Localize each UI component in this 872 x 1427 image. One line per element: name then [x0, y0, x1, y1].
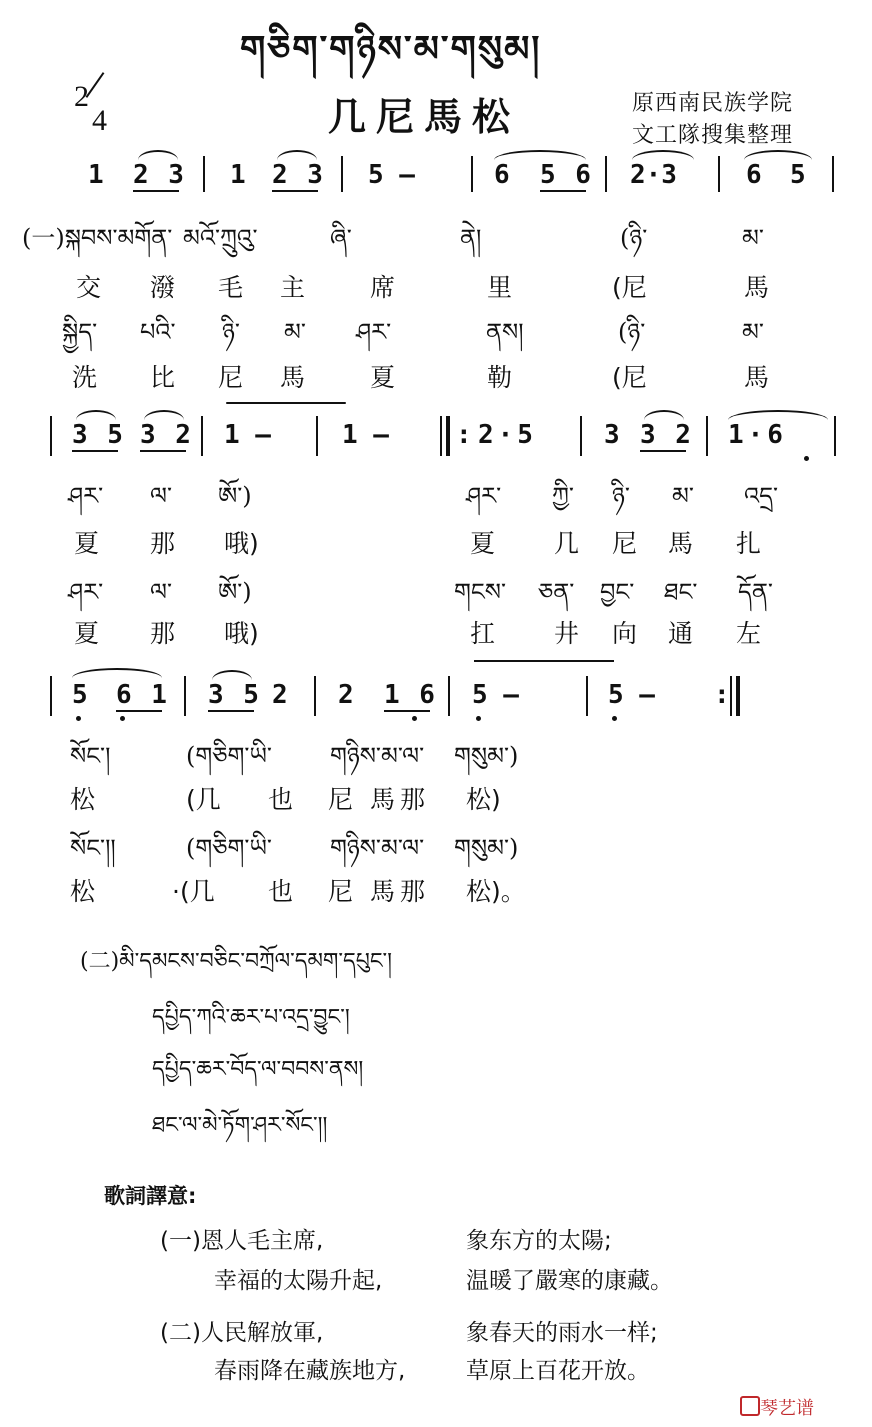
note: 2 [338, 680, 354, 710]
lyric-chinese: 松 [70, 877, 96, 906]
repeat-dots: : [456, 420, 472, 450]
beam [133, 190, 179, 192]
note: 3 2 [140, 420, 193, 450]
note: 1 [230, 160, 246, 190]
beam [140, 450, 186, 452]
lyric-tibetan: (ཉི་ [618, 318, 646, 346]
lyric-chinese: 比 [150, 363, 176, 392]
lyric-chinese: 松 [70, 785, 96, 814]
note: 5 6 [540, 160, 593, 190]
note: 5 — [608, 680, 655, 710]
translation-line: 象春天的雨水一样; [466, 1320, 658, 1346]
lyric-chinese: 也 [268, 785, 294, 814]
lyric-chinese: 松)。 [466, 877, 526, 906]
lyric-chinese: (尼 [612, 363, 647, 392]
barline [834, 416, 836, 456]
lyric-tibetan: ཉི་ [222, 318, 240, 346]
lyric-chinese: 夏 [74, 529, 100, 558]
lyric-chinese: 里 [487, 273, 513, 302]
lyric-tibetan: ལ་ [150, 578, 172, 606]
note: 3 [604, 420, 620, 450]
note: 2 3 [272, 160, 325, 190]
barline [201, 416, 203, 456]
barline [471, 156, 473, 192]
lyric-chinese: 馬 [668, 529, 694, 558]
beam [384, 710, 430, 712]
repeat-barline [446, 416, 450, 456]
barline [580, 416, 582, 456]
note: 2·5 [478, 420, 537, 450]
lyric-tibetan: ནས། [486, 318, 524, 346]
beam [116, 710, 162, 712]
lyric-chinese: 尼 [612, 529, 638, 558]
lyric-chinese: 夏 [470, 529, 496, 558]
barline [730, 676, 732, 716]
octave-dot [804, 456, 809, 461]
verse2-line: (二)མི་དམངས་བཅིང་བཀྲོལ་དམག་དཔུང་། [80, 949, 393, 974]
note: 1 6 [384, 680, 437, 710]
lyric-chinese: 松) [466, 785, 501, 814]
lyric-tibetan: དོན་ [738, 578, 773, 606]
lyric-chinese: 扎 [736, 529, 762, 558]
slur [144, 410, 184, 420]
translation-line: 温暖了嚴寒的康藏。 [466, 1268, 673, 1294]
slur [744, 150, 812, 160]
lyric-tibetan: གསུམ་) [454, 834, 519, 862]
translation-line: (一)恩人毛主席, [160, 1228, 324, 1254]
slur [76, 410, 116, 420]
watermark-logo-icon [740, 1396, 760, 1416]
note: 2·3 [630, 160, 677, 190]
lyric-tibetan: ཤར་ [68, 578, 104, 606]
lyric-chinese: 哦) [224, 619, 259, 648]
lyric-tibetan: མ་ [742, 318, 764, 346]
lyric-chinese: 通 [668, 619, 694, 648]
lyric-chinese: 洗 [72, 363, 98, 392]
lyric-tibetan: ཤར་ [466, 482, 502, 510]
lyric-tibetan: གངས་ [454, 578, 506, 606]
beam [72, 450, 118, 452]
lyric-chinese: 也 [268, 877, 294, 906]
beam [208, 710, 254, 712]
lyric-chinese: 那 [400, 877, 426, 906]
lyric-chinese: 馬 [744, 363, 770, 392]
barline [448, 676, 450, 716]
lyric-tibetan: གཉིས་མ་ལ་ [330, 834, 425, 862]
lyric-chinese: 哦) [224, 529, 259, 558]
lyric-chinese: 潑 [150, 273, 176, 302]
lyric-tibetan: མ་ [742, 224, 764, 252]
slur [494, 150, 586, 160]
lyric-tibetan: སྐྱིད་ [62, 318, 98, 346]
lyric-tibetan: (ཉི་ [620, 224, 648, 252]
barline [605, 156, 607, 192]
barline [832, 156, 834, 192]
note: 1 — [342, 420, 389, 450]
translation-line: 象东方的太陽; [466, 1228, 612, 1254]
note: 1·6 [728, 420, 787, 450]
barline [341, 156, 343, 192]
lyric-chinese: 交 [76, 273, 102, 302]
end-repeat-barline [736, 676, 740, 716]
lyric-chinese: 左 [736, 619, 762, 648]
verse2-line: དཔྱིད་ཀའི་ཆར་པ་འདྲ་བྱུང་། [152, 1005, 350, 1030]
translation-line: (二)人民解放軍, [160, 1320, 324, 1346]
lyric-chinese: 席 [370, 273, 396, 302]
slur [72, 668, 162, 678]
octave-dot [120, 716, 125, 721]
lyric-chinese: 尼 [328, 785, 354, 814]
note: 1 [88, 160, 104, 190]
octave-dot [612, 716, 617, 721]
beam [540, 190, 586, 192]
lyric-tibetan: པའི་ [140, 318, 176, 346]
lyric-chinese: 馬 [744, 273, 770, 302]
lyric-chinese: 那 [400, 785, 426, 814]
lyric-tibetan: མ་ [672, 482, 694, 510]
barline [706, 416, 708, 456]
slur [212, 670, 252, 680]
credit-line-2: 文工隊搜集整理 [632, 123, 794, 148]
lyric-chinese: 几 [554, 529, 580, 558]
lyric-tibetan: ཅན་ [538, 578, 575, 606]
lyric-tibetan: ཉི་ [612, 482, 630, 510]
lyric-tibetan: འདྲ་ [744, 482, 779, 510]
note: 5 — [472, 680, 519, 710]
lyric-tibetan: ཤར་ [68, 482, 104, 510]
lyric-tibetan: ཨོ་) [218, 578, 252, 606]
translation-heading: 歌詞譯意: [104, 1184, 197, 1208]
lyric-chinese: 向 [612, 619, 638, 648]
lyric-chinese: 馬 [370, 877, 396, 906]
lyric-chinese: 勒 [487, 363, 513, 392]
note: 3 5 [72, 420, 125, 450]
lyric-chinese: 馬 [280, 363, 306, 392]
lyric-tibetan: སོང་། [70, 742, 111, 770]
verse2-line: ཐང་ལ་མེ་ཏོག་ཤར་སོང་།། [152, 1113, 328, 1138]
note: 3 2 [640, 420, 693, 450]
translation-line: 幸福的太陽升起, [214, 1268, 383, 1294]
verse2-line: དཔྱིད་ཆར་བོད་ལ་བབས་ནས། [152, 1057, 364, 1082]
lyric-chinese: ·(几 [172, 877, 215, 906]
slur [632, 150, 694, 160]
lyric-chinese: 夏 [74, 619, 100, 648]
lyric-chinese: 馬 [370, 785, 396, 814]
lyric-tibetan: ནེ། [460, 224, 482, 252]
lyric-chinese: (几 [186, 785, 221, 814]
tibetan-title: གཅིག་གཉིས་མ་གསུམ། [240, 28, 542, 70]
lyric-tibetan: མ་ [284, 318, 306, 346]
lyric-tibetan: མའོ་ཀྲུའུ་ [183, 224, 258, 252]
barline [314, 676, 316, 716]
note: 5 — [368, 160, 415, 190]
octave-dot [76, 716, 81, 721]
lyric-chinese: 尼 [328, 877, 354, 906]
translation-line: 春雨降在藏族地方, [214, 1358, 406, 1384]
lyric-chinese: 井 [554, 619, 580, 648]
lyric-tibetan: (一)སྐབས་མགོན་ [22, 224, 173, 252]
lyric-tibetan: ཨོ་) [218, 482, 252, 510]
lyric-chinese: 那 [150, 529, 176, 558]
watermark: 琴艺谱 [760, 1398, 814, 1419]
song-title: 几尼馬松 [328, 95, 521, 139]
tie [474, 660, 614, 662]
slur [728, 410, 828, 420]
lyric-tibetan: སོང་།། [70, 834, 116, 862]
beam [272, 190, 318, 192]
lyric-tibetan: གསུམ་) [454, 742, 519, 770]
lyric-tibetan: ཞི་ [330, 224, 352, 252]
note: 2 3 [133, 160, 186, 190]
lyric-chinese: 夏 [370, 363, 396, 392]
octave-dot [476, 716, 481, 721]
barline [316, 416, 318, 456]
lyric-tibetan: བྱང་ [600, 578, 635, 606]
lyric-tibetan: (གཅིག་ཡི་ [186, 742, 272, 770]
barline [184, 676, 186, 716]
repeat-dots: : [714, 680, 730, 710]
barline [586, 676, 588, 716]
barline [50, 416, 52, 456]
time-signature-bottom: 4 [92, 104, 107, 137]
note: 1 — [224, 420, 271, 450]
lyric-tibetan: ཤར་ [356, 318, 392, 346]
lyric-chinese: 那 [150, 619, 176, 648]
time-signature-top: 2 [74, 80, 89, 113]
barline [718, 156, 720, 192]
note: 6 [494, 160, 510, 190]
translation-line: 草原上百花开放。 [466, 1358, 650, 1384]
barline [50, 676, 52, 716]
note: 2 [272, 680, 288, 710]
lyric-chinese: 毛 [218, 273, 244, 302]
lyric-chinese: (尼 [612, 273, 647, 302]
lyric-tibetan: ལ་ [150, 482, 172, 510]
lyric-tibetan: ཐང་ [664, 578, 698, 606]
octave-dot [412, 716, 417, 721]
note: 5 [72, 680, 88, 710]
tie [226, 402, 346, 404]
credit-line-1: 原西南民族学院 [632, 91, 794, 116]
lyric-tibetan: ཀྱི་ [552, 482, 574, 510]
lyric-chinese: 尼 [218, 363, 244, 392]
note: 6 [746, 160, 762, 190]
barline [203, 156, 205, 192]
lyric-tibetan: (གཅིག་ཡི་ [186, 834, 272, 862]
slur [644, 410, 684, 420]
lyric-tibetan: གཉིས་མ་ལ་ [330, 742, 425, 770]
barline [440, 416, 442, 456]
note: 5 [790, 160, 806, 190]
lyric-chinese: 主 [280, 273, 306, 302]
beam [640, 450, 686, 452]
note: 6 1 [116, 680, 169, 710]
lyric-chinese: 扛 [470, 619, 496, 648]
note: 3 5 [208, 680, 261, 710]
slur [138, 150, 178, 160]
slur [277, 150, 317, 160]
